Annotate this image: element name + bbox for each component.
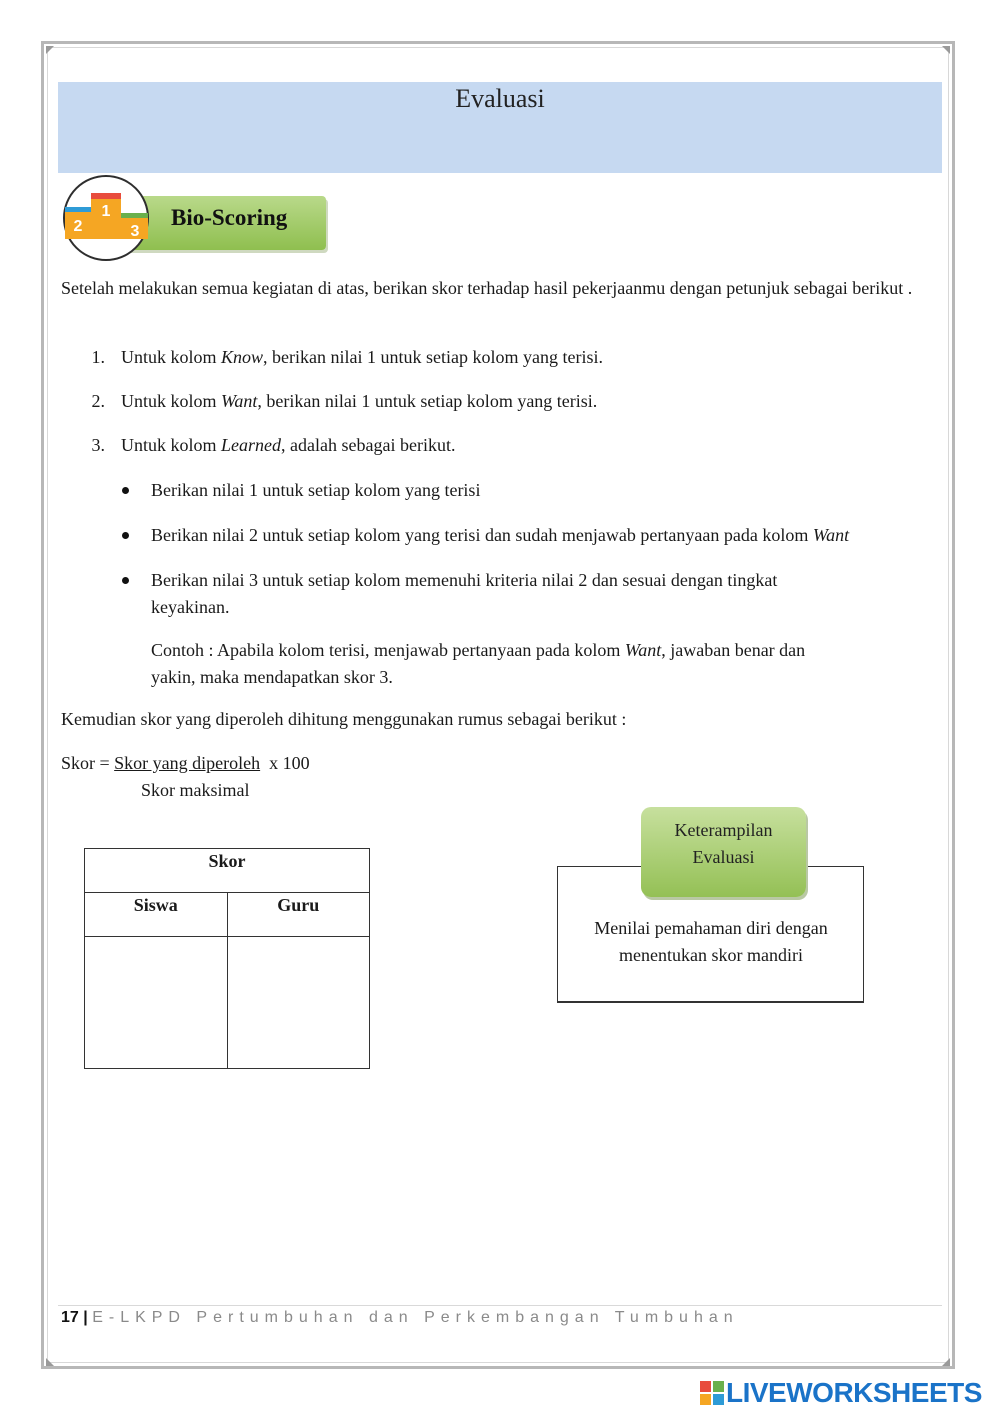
liveworksheets-wordmark: LIVEWORKSHEETS — [726, 1377, 982, 1408]
score-col-siswa: Siswa — [85, 893, 228, 937]
step-emphasis: Learned — [221, 435, 282, 455]
podium-icon — [61, 175, 151, 261]
footer-divider — [58, 1305, 942, 1306]
skill-description — [566, 915, 856, 969]
bullet-item-2 — [151, 522, 849, 549]
example-paragraph — [151, 637, 805, 691]
page-footer — [61, 1309, 739, 1327]
skill-description-line: menentukan skor mandiri — [619, 945, 803, 965]
skill-label-line: Evaluasi — [692, 847, 755, 867]
bullet-emphasis: Want — [812, 525, 850, 545]
frame-corner-bottom-left — [46, 1358, 54, 1366]
step-text: , berikan nilai 1 untuk setiap kolom yang terisi. — [263, 347, 603, 367]
example-text: Contoh : Apabila kolom terisi, menjawab pertanyaan pada kolom — [151, 640, 625, 660]
formula-lhs: Skor = — [61, 753, 115, 773]
footer-title: E-LKPD Pertumbuhan dan Perkembangan Tumbuhan — [92, 1309, 739, 1326]
step-emphasis: Know — [221, 347, 264, 367]
page-title: Evaluasi — [455, 84, 545, 113]
formula-denominator: Skor maksimal — [141, 780, 250, 800]
intro-paragraph: Setelah melakukan semua kegiatan di atas, berikan skor terhadap hasil pekerjaanmu dengan petunjuk sebagai berikut . — [61, 278, 913, 298]
podium-first-label: 1 — [101, 203, 111, 220]
formula-numerator: Skor yang diperoleh — [114, 753, 261, 773]
step-text: Untuk kolom — [121, 435, 222, 455]
score-table-title: Skor — [85, 849, 370, 893]
example-text: yakin, maka mendapatkan skor 3. — [151, 667, 393, 687]
bullet-marker — [122, 577, 129, 584]
page-number: 17 — [61, 1309, 79, 1326]
frame-corner-top-right — [942, 46, 950, 54]
score-table — [84, 848, 370, 1069]
liveworksheets-icon — [700, 1381, 724, 1405]
step-text: , berikan nilai 1 untuk setiap kolom yang terisi. — [257, 391, 598, 411]
skill-label-line: Keterampilan — [674, 820, 773, 840]
footer-separator: | — [83, 1309, 88, 1326]
header-banner — [58, 82, 942, 173]
skill-label — [641, 817, 806, 871]
bullet-marker — [122, 487, 129, 494]
step-number: 3. — [91, 435, 105, 455]
formula-numerator-line — [61, 750, 310, 777]
formula-intro: Kemudian skor yang diperoleh dihitung menggunakan rumus sebagai berikut : — [61, 709, 627, 729]
bullet-item-3 — [151, 567, 777, 621]
podium-third-label: 3 — [130, 223, 140, 240]
example-emphasis: Want — [624, 640, 662, 660]
bullet-text: keyakinan. — [151, 597, 230, 617]
step-emphasis: Want — [221, 391, 258, 411]
frame-corner-bottom-right — [942, 1358, 950, 1366]
score-cell-guru[interactable] — [227, 937, 370, 1069]
liveworksheets-logo — [700, 1378, 982, 1408]
bullet-text: Berikan nilai 2 untuk setiap kolom yang terisi dan sudah menjawab pertanyaan pada kolom — [151, 525, 813, 545]
example-text: , jawaban benar dan — [661, 640, 806, 660]
bullet-item-1: Berikan nilai 1 untuk setiap kolom yang terisi — [151, 480, 481, 500]
step-number: 1. — [91, 347, 105, 367]
frame-corner-top-left — [46, 46, 54, 54]
podium-second-label: 2 — [73, 218, 83, 235]
score-cell-siswa[interactable] — [85, 937, 228, 1069]
step-text: Untuk kolom — [121, 391, 222, 411]
step-text: Untuk kolom — [121, 347, 222, 367]
bullet-marker — [122, 532, 129, 539]
step-text: , adalah sebagai berikut. — [281, 435, 456, 455]
bullet-text: Berikan nilai 3 untuk setiap kolom memenuhi kriteria nilai 2 dan sesuai dengan tingkat — [151, 570, 778, 590]
formula-multiplier: x 100 — [269, 753, 310, 773]
skill-description-line: Menilai pemahaman diri dengan — [594, 918, 828, 938]
step-number: 2. — [91, 391, 105, 411]
bio-scoring-label: Bio-Scoring — [171, 205, 288, 230]
score-col-guru: Guru — [227, 893, 370, 937]
